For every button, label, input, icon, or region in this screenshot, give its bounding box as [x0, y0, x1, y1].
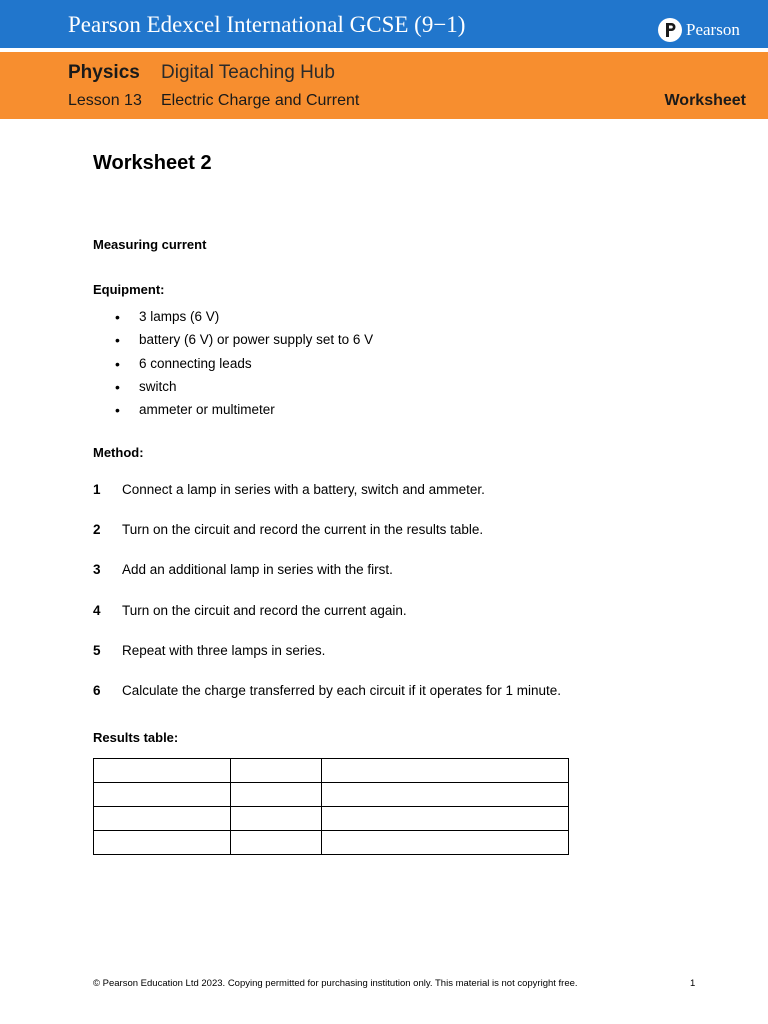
step-number: 2	[93, 522, 101, 538]
page-title: Worksheet 2	[93, 152, 212, 174]
table-cell	[94, 783, 231, 807]
copyright-notice: © Pearson Education Ltd 2023. Copying permitted for purchasing institution only. This material is not copyright free.	[93, 978, 578, 989]
pearson-logo-icon	[658, 18, 682, 42]
subject-label: Physics	[68, 62, 140, 83]
lesson-title: Electric Charge and Current	[161, 92, 360, 109]
list-item: • switch	[93, 379, 373, 402]
list-item: • 3 lamps (6 V)	[93, 309, 373, 332]
brand-name: Pearson	[686, 20, 740, 39]
table-row	[94, 807, 569, 831]
step-number: 1	[93, 482, 101, 497]
table-cell	[322, 783, 569, 807]
series-title: Pearson Edexcel International GCSE (9−1)	[68, 12, 466, 37]
table-cell	[322, 831, 569, 855]
step-text: Repeat with three lamps in series.	[122, 642, 326, 658]
results-heading: Results table:	[93, 730, 179, 745]
table-cell	[231, 831, 322, 855]
step-text: Connect a lamp in series with a battery, switch and ammeter.	[122, 482, 485, 497]
page-number: 1	[690, 978, 696, 989]
table-cell	[322, 807, 569, 831]
list-item: • 6 connecting leads	[93, 356, 373, 379]
equipment-list	[93, 309, 373, 425]
table-row	[94, 831, 569, 855]
activity-title: Measuring current	[93, 237, 207, 252]
lesson-number: Lesson 13	[68, 92, 142, 109]
step-number: 3	[93, 562, 101, 578]
step-text: Add an additional lamp in series with the first.	[122, 562, 393, 578]
step-text: Turn on the circuit and record the current again.	[122, 602, 407, 618]
top-banner	[0, 0, 768, 48]
table-cell	[231, 783, 322, 807]
method-heading: Method:	[93, 445, 144, 460]
hub-label: Digital Teaching Hub	[161, 62, 335, 83]
document-type: Worksheet	[664, 92, 746, 109]
step-number: 6	[93, 682, 101, 698]
step-text: Turn on the circuit and record the current in the results table.	[122, 522, 484, 538]
step-number: 5	[93, 642, 101, 658]
table-cell	[94, 831, 231, 855]
results-table	[93, 758, 569, 855]
list-item: • ammeter or multimeter	[93, 402, 373, 425]
table-cell	[231, 807, 322, 831]
list-item: • battery (6 V) or power supply set to 6 V	[93, 332, 373, 355]
step-text: Calculate the charge transferred by each circuit if it operates for 1 minute.	[122, 682, 561, 698]
step-number: 4	[93, 602, 101, 618]
table-row	[94, 783, 569, 807]
table-cell	[94, 759, 231, 783]
table-cell	[231, 759, 322, 783]
table-cell	[322, 759, 569, 783]
table-cell	[94, 807, 231, 831]
equipment-heading: Equipment:	[93, 282, 165, 297]
lesson-banner	[0, 52, 768, 119]
table-row	[94, 759, 569, 783]
pearson-brand	[658, 17, 740, 43]
